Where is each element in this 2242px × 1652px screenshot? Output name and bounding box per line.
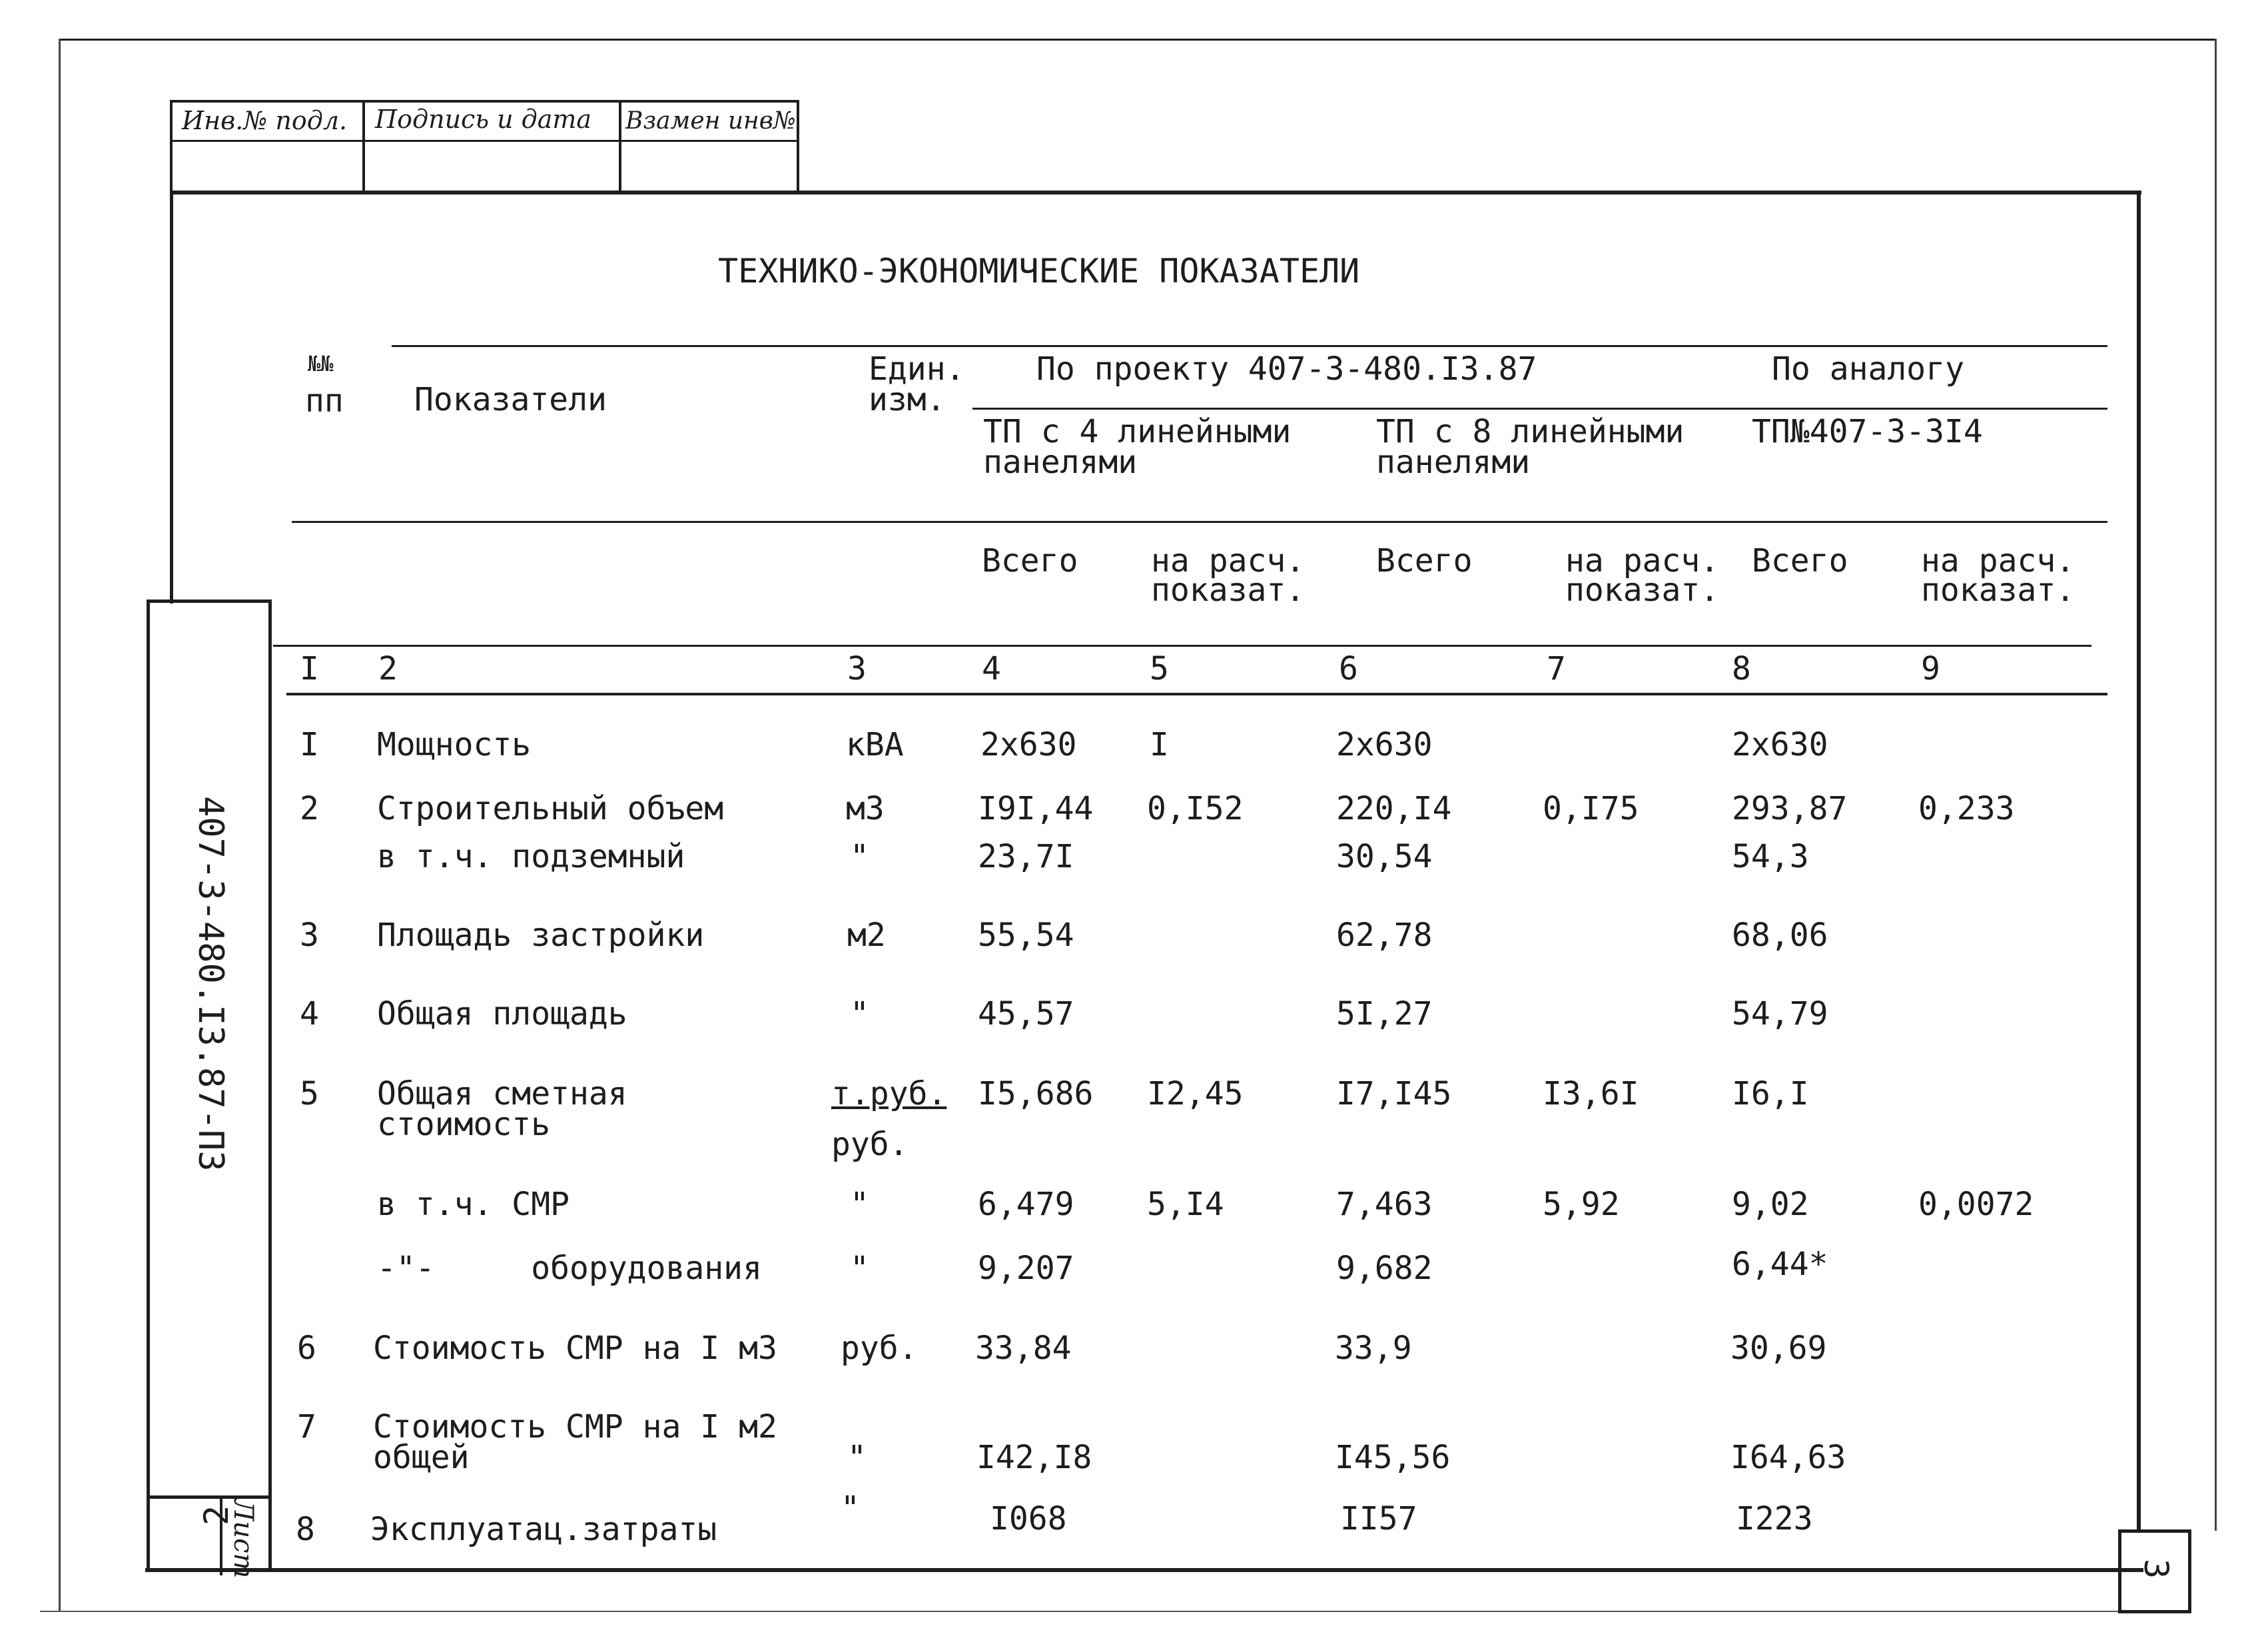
row-c6: 9,682 <box>1336 1250 1433 1287</box>
row-c8: 54,79 <box>1732 995 1828 1032</box>
col-number-5: 5 <box>1150 650 1169 687</box>
row-name: Площадь застройки <box>377 917 705 954</box>
header-total-8: Всего <box>1752 542 1848 580</box>
header-per-unit-9-l1: на расч. <box>1921 542 2075 580</box>
col-number-7: 7 <box>1547 650 1566 687</box>
row-c8: I6,I <box>1732 1075 1809 1112</box>
main-frame-top <box>170 191 2141 195</box>
row-c4: I068 <box>990 1500 1067 1537</box>
row-c8: 68,06 <box>1732 917 1828 954</box>
row-unit-2: руб. <box>831 1126 909 1163</box>
row-c5: 5,I4 <box>1147 1186 1224 1223</box>
col-number-6: 6 <box>1339 650 1358 687</box>
row-unit: м3 <box>846 790 885 827</box>
row-c6: 7,463 <box>1336 1186 1433 1223</box>
main-frame-bottom <box>145 1568 2143 1572</box>
header-unit-line1: Един. <box>869 350 965 388</box>
row-c4: 6,479 <box>978 1186 1074 1223</box>
row-unit: " <box>850 995 869 1032</box>
col-number-4: 4 <box>982 650 1001 687</box>
sheet-label: Лист <box>228 1499 258 1579</box>
row-c4: I9I,44 <box>978 790 1094 827</box>
row-number: 8 <box>296 1511 315 1548</box>
row-c9: 0,233 <box>1918 790 2015 827</box>
row-c6: II57 <box>1340 1500 1417 1537</box>
header-per-unit-7-l1: на расч. <box>1565 542 1720 580</box>
header-indicators: Показатели <box>414 381 607 418</box>
stamp-podpis-data: Подпись и дата <box>375 105 592 134</box>
header-analog: По аналогу <box>1772 350 1964 388</box>
header-project: По проекту 407-3-480.I3.87 <box>1036 350 1537 388</box>
header-tp-analog: ТП№407-3-3I4 <box>1752 413 1983 450</box>
row-c4: 33,84 <box>975 1330 1072 1367</box>
header-rule-top <box>392 345 2107 347</box>
row-c6: 33,9 <box>1335 1330 1412 1367</box>
row-unit: " <box>841 1489 860 1527</box>
header-rule-project <box>972 408 2107 410</box>
row-number: 2 <box>300 790 319 827</box>
header-per-unit-5-l2: показат. <box>1151 572 1306 609</box>
row-unit: т.руб. <box>831 1075 947 1112</box>
main-frame-left <box>170 191 173 604</box>
col-number-2: 2 <box>378 650 398 687</box>
row-number: 4 <box>300 995 319 1032</box>
row-c8: 2x630 <box>1732 726 1828 763</box>
row-c5: 0,I52 <box>1147 790 1244 827</box>
sheet-number: 2 <box>197 1505 236 1525</box>
row-c4: 55,54 <box>978 917 1074 954</box>
page-number: 3 <box>2137 1559 2175 1579</box>
row-c6: 62,78 <box>1336 917 1433 954</box>
header-tp8-line1: ТП с 8 линейными <box>1376 413 1684 450</box>
row-name: в т.ч. СМР <box>377 1186 569 1223</box>
col-number-8: 8 <box>1732 650 1751 687</box>
row-c4: 45,57 <box>978 995 1074 1032</box>
row-number: 6 <box>297 1330 316 1367</box>
row-name-2: общей <box>373 1439 470 1476</box>
row-name: Эксплуатац.затраты <box>370 1511 717 1548</box>
row-c9: 0,0072 <box>1918 1186 2034 1223</box>
row-c5: I2,45 <box>1147 1075 1244 1112</box>
col-number-9: 9 <box>1921 650 1940 687</box>
header-tp4-line1: ТП с 4 линейными <box>983 413 1292 450</box>
header-per-unit-7-l2: показат. <box>1565 572 1720 609</box>
outer-frame-bottom <box>40 1611 2191 1612</box>
header-total-4: Всего <box>982 542 1078 580</box>
row-c6: I7,I45 <box>1336 1075 1452 1112</box>
row-name: Общая сметная <box>377 1075 627 1112</box>
row-number: 5 <box>300 1075 319 1112</box>
outer-frame-left <box>59 39 61 1611</box>
row-name-2: стоимость <box>377 1106 551 1143</box>
header-rule-bottom <box>273 645 2091 647</box>
main-frame-right <box>2137 191 2141 1529</box>
header-per-unit-9-l2: показат. <box>1921 572 2075 609</box>
row-name: Общая площадь <box>377 995 627 1032</box>
row-name: Стоимость СМР на I м3 <box>373 1330 777 1367</box>
stamp-vzamen-inv: Взамен инв№ <box>625 107 796 135</box>
row-c6: 30,54 <box>1336 838 1433 875</box>
row-c4: 9,207 <box>978 1250 1074 1287</box>
row-c4: 23,7I <box>978 838 1074 875</box>
header-per-unit-5-l1: на расч. <box>1151 542 1306 580</box>
header-tp4-line2: панелями <box>983 444 1138 481</box>
row-number: I <box>300 726 319 763</box>
outer-frame-top <box>59 39 2217 41</box>
outer-frame-right <box>2215 39 2217 1531</box>
header-num-top: №№ <box>308 351 334 376</box>
row-unit: " <box>850 1250 869 1287</box>
doc-code: 407-3-480.I3.87-ПЗ <box>190 796 230 1172</box>
col-number-1: I <box>300 650 319 687</box>
row-c6: 5I,27 <box>1336 995 1433 1032</box>
header-total-6: Всего <box>1376 542 1473 580</box>
colnum-rule <box>286 693 2107 695</box>
stamp-block <box>170 100 799 193</box>
row-name: -"- оборудования <box>377 1250 762 1287</box>
row-unit: руб. <box>841 1330 918 1367</box>
page-title: ТЕХНИКО-ЭКОНОМИЧЕСКИЕ ПОКАЗАТЕЛИ <box>718 252 1360 290</box>
row-unit: " <box>847 1439 867 1476</box>
row-c8: 6,44* <box>1732 1246 1828 1283</box>
header-num-bottom: пп <box>305 382 344 420</box>
row-c4: I5,686 <box>978 1075 1094 1112</box>
row-number: 7 <box>297 1408 316 1446</box>
row-c6: 2x630 <box>1336 726 1433 763</box>
row-c7: 5,92 <box>1543 1186 1620 1223</box>
row-name: Мощность <box>377 726 532 763</box>
header-unit-line2: изм. <box>869 381 946 418</box>
row-c4: I42,I8 <box>976 1439 1092 1476</box>
row-c8: 293,87 <box>1732 790 1848 827</box>
row-unit: " <box>850 838 869 875</box>
row-number: 3 <box>300 917 319 954</box>
row-unit: " <box>850 1186 869 1223</box>
row-unit: м2 <box>847 917 886 954</box>
stamp-inv-podl: Инв.№ подл. <box>182 106 348 135</box>
row-c7: I3,6I <box>1543 1075 1639 1112</box>
header-tp8-line2: панелями <box>1376 444 1531 481</box>
row-c7: 0,I75 <box>1543 790 1639 827</box>
row-c8: I64,63 <box>1730 1439 1846 1476</box>
row-c4: 2x630 <box>980 726 1077 763</box>
row-c8: 54,3 <box>1732 838 1809 875</box>
row-c5: I <box>1150 726 1169 763</box>
row-name: Строительный объем <box>377 790 724 827</box>
row-unit: кВА <box>846 726 904 763</box>
row-c8: 9,02 <box>1732 1186 1809 1223</box>
row-name: Стоимость СМР на I м2 <box>373 1408 777 1446</box>
row-name: в т.ч. подземный <box>377 838 685 875</box>
col-number-3: 3 <box>847 650 867 687</box>
row-c6: 220,I4 <box>1336 790 1452 827</box>
header-rule-mid <box>292 521 2107 523</box>
row-c8: 30,69 <box>1730 1330 1827 1367</box>
row-c8: I223 <box>1736 1500 1813 1537</box>
row-c6: I45,56 <box>1335 1439 1451 1476</box>
